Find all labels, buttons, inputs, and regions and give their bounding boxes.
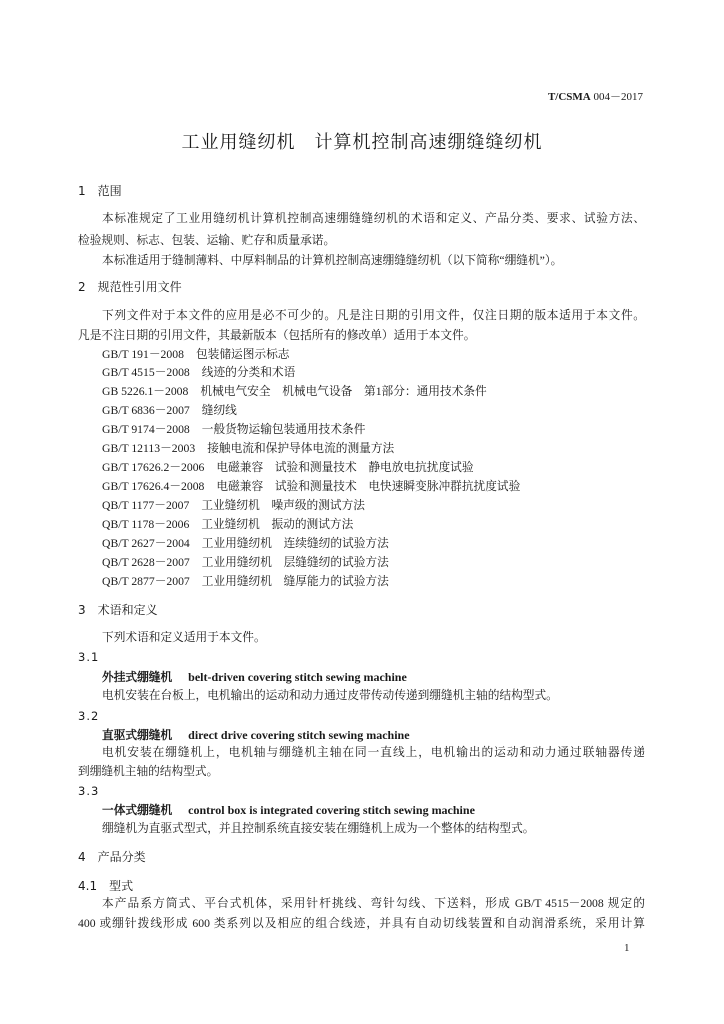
section-title: 范围 xyxy=(97,184,122,198)
term-name-zh: 一体式绷缝机 xyxy=(102,803,173,817)
reference-item xyxy=(102,517,353,533)
section-number: 2 xyxy=(78,280,86,294)
term-name-en: belt-driven covering stitch sewing machine xyxy=(188,670,407,684)
paragraph-line: 本标准适用于缝制薄料、中厚料制品的计算机控制高速绷缝缝纫机（以下简称“绷缝机”）。 xyxy=(102,254,563,267)
section-number: 4 xyxy=(78,850,86,864)
reference-item xyxy=(102,574,389,590)
reference-item xyxy=(102,403,237,419)
document-number-value: 004－2017 xyxy=(593,91,643,103)
term-definition-line: 电机安装在台板上，电机输出的运动和动力通过皮带传动传递到绷缝机主轴的结构型式。 xyxy=(102,689,558,702)
reference-code: GB/T 12113－2003 xyxy=(102,442,196,455)
reference-code: QB/T 2628－2007 xyxy=(102,556,190,569)
subsection-heading-type xyxy=(78,878,133,894)
section-heading-product-classification xyxy=(78,849,146,865)
reference-title: 工业用缝纫机 缝厚能力的试验方法 xyxy=(201,575,389,588)
term-name-en: control box is integrated covering stitch sewing machine xyxy=(188,803,475,817)
reference-item xyxy=(102,441,394,457)
reference-code: GB/T 6836－2007 xyxy=(102,404,190,417)
term-definition-line: 到绷缝机主轴的结构型式。 xyxy=(78,765,219,778)
reference-item xyxy=(102,479,520,495)
term-number: 3.3 xyxy=(78,784,100,798)
term-number: 3.2 xyxy=(78,709,100,723)
paragraph-line: 本产品系方筒式、平台式机体，采用针杆挑线、弯针勾线、下送料，形成 GB/T 4515－2008 规定的 xyxy=(102,897,645,910)
term-name xyxy=(102,727,410,744)
reference-title: 工业缝纫机 振动的测试方法 xyxy=(201,518,354,531)
term-name-zh: 直驱式绷缝机 xyxy=(102,728,173,742)
reference-item xyxy=(102,498,365,514)
term-name-zh: 外挂式绷缝机 xyxy=(102,670,173,684)
reference-code: GB/T 4515－2008 xyxy=(102,366,190,379)
section-heading-terms-definitions xyxy=(78,602,158,618)
term-name xyxy=(102,669,407,686)
paragraph-line: 下列文件对于本文件的应用是必不可少的。凡是注日期的引用文件，仅注日期的版本适用于本文件。 xyxy=(102,309,645,322)
section-number: 1 xyxy=(78,184,86,198)
reference-title: 一般货物运输包装通用技术条件 xyxy=(201,423,366,436)
reference-code: GB 5226.1－2008 xyxy=(102,385,189,398)
reference-title: 工业缝纫机 噪声级的测试方法 xyxy=(201,499,365,512)
reference-title: 包装储运图示标志 xyxy=(195,348,290,361)
term-definition-line: 电机安装在绷缝机上，电机轴与绷缝机主轴在同一直线上，电机输出的运动和动力通过联轴器传递 xyxy=(102,746,645,759)
page-number: 1 xyxy=(624,942,630,954)
section-title: 术语和定义 xyxy=(97,603,158,617)
reference-item xyxy=(102,422,365,438)
reference-title: 工业用缝纫机 层缝缝纫的试验方法 xyxy=(201,556,389,569)
reference-code: QB/T 1178－2006 xyxy=(102,518,190,531)
reference-title: 电磁兼容 试验和测量技术 静电放电抗扰度试验 xyxy=(216,461,474,474)
reference-code: GB/T 17626.4－2008 xyxy=(102,480,205,493)
section-heading-normative-references xyxy=(78,279,182,295)
subsection-title: 型式 xyxy=(109,879,134,893)
reference-title: 线迹的分类和术语 xyxy=(201,366,296,379)
reference-code: QB/T 1177－2007 xyxy=(102,499,190,512)
paragraph-line: 下列术语和定义适用于本文件。 xyxy=(102,631,266,644)
section-heading-scope xyxy=(78,183,122,199)
reference-code: GB/T 191－2008 xyxy=(102,348,184,361)
reference-item xyxy=(102,460,474,476)
reference-item xyxy=(102,347,289,363)
reference-title: 缝纫线 xyxy=(201,404,237,417)
paragraph-line: 凡是不注日期的引用文件，其最新版本（包括所有的修改单）适用于本文件。 xyxy=(78,329,476,342)
section-title: 规范性引用文件 xyxy=(97,280,182,294)
term-name xyxy=(102,802,475,819)
reference-title: 机械电气安全 机械电气设备 第1部分：通用技术条件 xyxy=(200,385,487,398)
term-name-en: direct drive covering stitch sewing machine xyxy=(188,728,410,742)
reference-code: QB/T 2877－2007 xyxy=(102,575,190,588)
document-number-prefix: T/CSMA xyxy=(547,91,591,103)
paragraph-line: 检验规则、标志、包装、运输、贮存和质量承诺。 xyxy=(78,234,336,247)
document-number xyxy=(548,89,643,105)
reference-title: 电磁兼容 试验和测量技术 电快速瞬变脉冲群抗扰度试验 xyxy=(216,480,521,493)
paragraph-line: 400 或绷针拨线形成 600 类系列以及相应的组合线迹，并具有自动切线装置和自动润滑系统，采用计算 xyxy=(78,917,645,930)
reference-code: QB/T 2627－2004 xyxy=(102,537,190,550)
document-title: 工业用缝纫机 计算机控制高速绷缝缝纫机 xyxy=(181,132,543,153)
term-number: 3.1 xyxy=(78,650,100,664)
reference-item xyxy=(102,536,389,552)
section-title: 产品分类 xyxy=(97,850,146,864)
reference-code: GB/T 9174－2008 xyxy=(102,423,190,436)
reference-title: 工业用缝纫机 连续缝纫的试验方法 xyxy=(201,537,389,550)
subsection-number: 4.1 xyxy=(78,879,98,893)
paragraph-line: 本标准规定了工业用缝纫机计算机控制高速绷缝缝纫机的术语和定义、产品分类、要求、试验方法、 xyxy=(102,212,645,225)
reference-item xyxy=(102,555,389,571)
section-number: 3 xyxy=(78,603,86,617)
term-definition-line: 绷缝机为直驱式型式，并且控制系统直接安装在绷缝机上成为一个整体的结构型式。 xyxy=(102,822,535,835)
reference-item xyxy=(102,384,487,400)
reference-title: 接触电流和保护导体电流的测量方法 xyxy=(207,442,395,455)
reference-code: GB/T 17626.2－2006 xyxy=(102,461,205,474)
reference-item xyxy=(102,365,295,381)
